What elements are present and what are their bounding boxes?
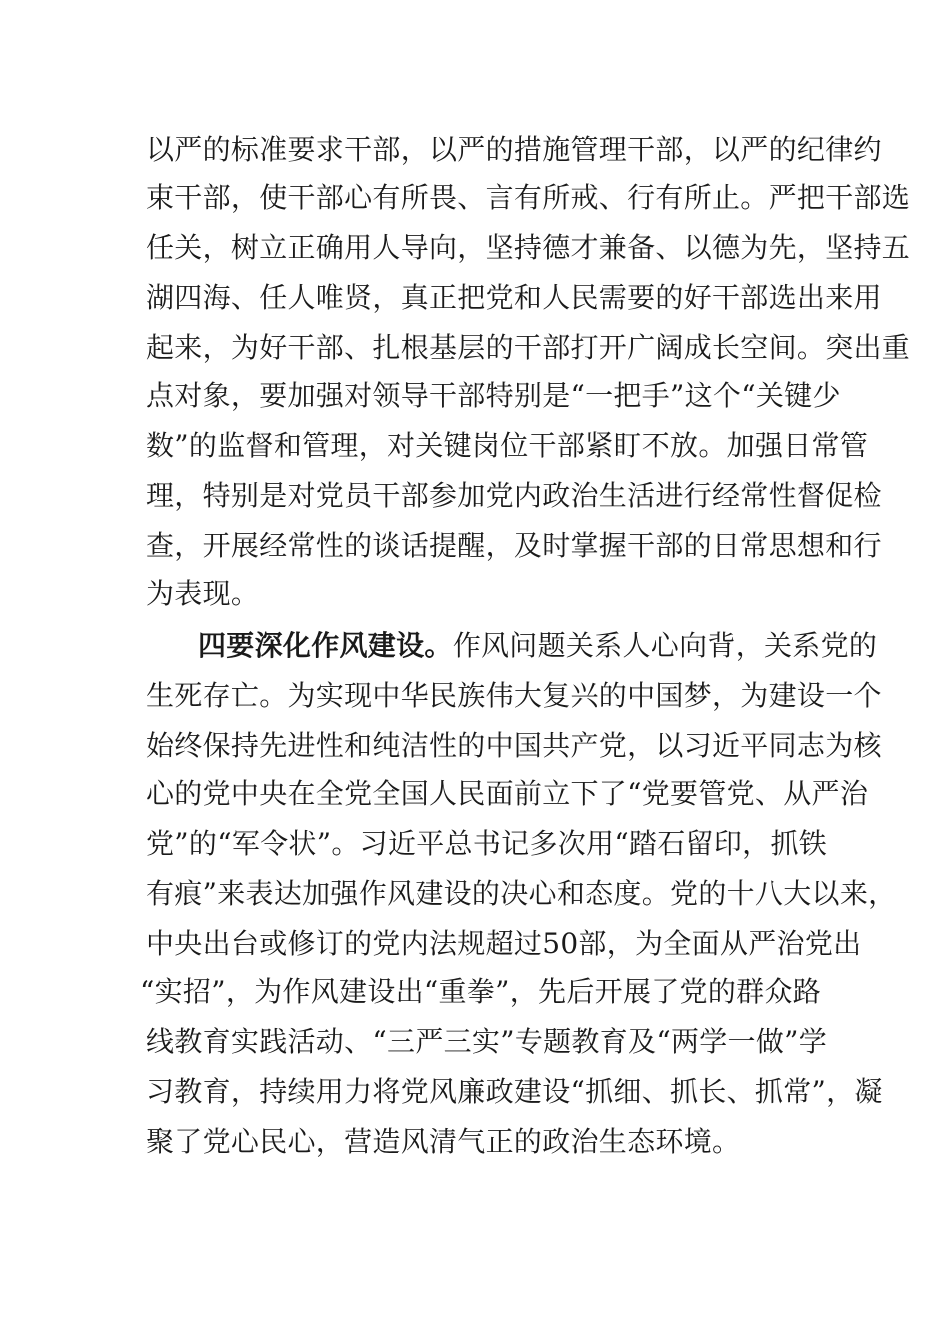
text-line: 始终保持先进性和纯洁性的中国共产党，以习近平同志为核 — [146, 729, 882, 762]
text-line: 为表现。 — [146, 577, 260, 610]
text-line: 党”的“军令状”。习近平总书记多次用“踏石留印，抓铁 — [146, 827, 828, 860]
text-line: 任关，树立正确用人导向，坚持德才兼备、以德为先，坚持五 — [146, 231, 911, 264]
text-line: 湖四海、任人唯贤，真正把党和人民需要的好干部选出来用 — [146, 281, 882, 314]
text-line: 起来，为好干部、扎根基层的干部打开广阔成长空间。突出重 — [146, 331, 911, 364]
paragraph-first-line — [198, 628, 878, 664]
text-line: 查，开展经常性的谈话提醒，及时掌握干部的日常思想和行 — [146, 529, 882, 562]
section-heading: 四要深化作风建设。 — [198, 629, 453, 662]
text-line: 束干部，使干部心有所畏、言有所戒、行有所止。严把干部选 — [146, 181, 911, 214]
text-line: 生死存亡。为实现中华民族伟大复兴的中国梦，为建设一个 — [146, 679, 882, 712]
text-line: 理，特别是对党员干部参加党内政治生活进行经常性督促检 — [146, 479, 882, 512]
text-line: 习教育，持续用力将党风廉政建设“抓细、抓长、抓常”，凝 — [146, 1075, 883, 1108]
heading-trailing-text: 作风问题关系人心向背，关系党的 — [452, 629, 878, 662]
text-line: 中央出台或修订的党内法规超过50部，为全面从严治党出 — [146, 927, 862, 960]
text-line: 有痕”来表达加强作风建设的决心和态度。党的十八大以来， — [146, 877, 897, 910]
text-line: “实招”，为作风建设出“重拳”，先后开展了党的群众路 — [140, 975, 822, 1008]
text-line: 心的党中央在全党全国人民面前立下了“党要管党、从严治 — [146, 777, 869, 810]
text-line: 数”的监督和管理，对关键岗位干部紧盯不放。加强日常管 — [146, 429, 869, 462]
text-line: 线教育实践活动、“三严三实”专题教育及“两学一做”学 — [146, 1025, 828, 1058]
text-line: 聚了党心民心，营造风清气正的政治生态环境。 — [146, 1125, 741, 1158]
text-line: 以严的标准要求干部，以严的措施管理干部，以严的纪律约 — [146, 133, 882, 166]
text-line: 点对象，要加强对领导干部特别是“一把手”这个“关键少 — [146, 379, 841, 412]
